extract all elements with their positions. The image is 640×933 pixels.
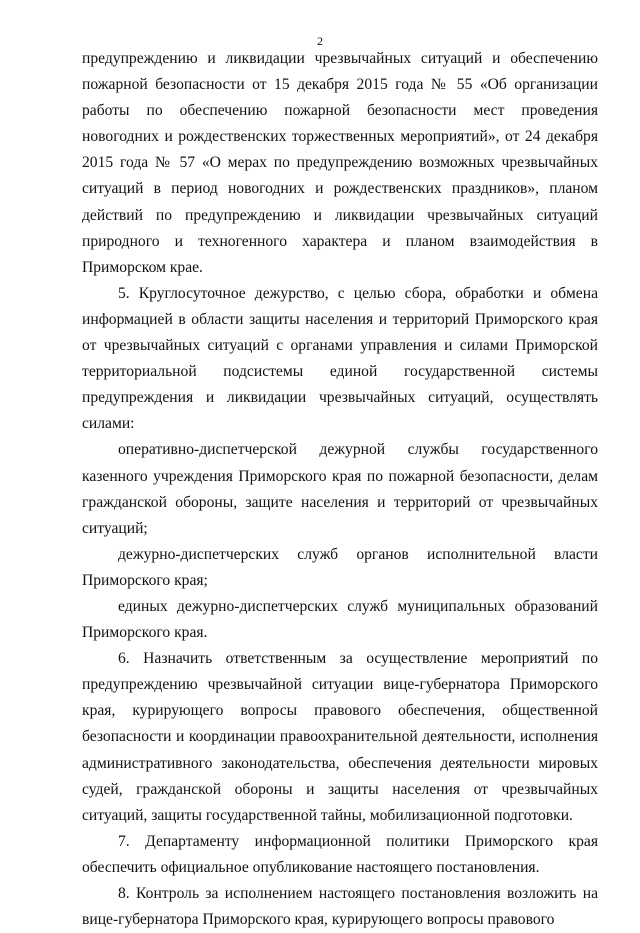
- paragraph-continuation: предупреждению и ликвидации чрезвычайных ситуаций и обеспечению пожарной безопасности от 15 декабря 2015 года № 55 «Об организации работы по обеспечению пожарной безопасности мест проведения новогодних и рождественских торжественных мероприятий», от 24 декабря 2015 года № 57 «О мерах по предупреждению возможных чрезвычайных ситуаций в период новогодних и рождественских праздников», планом действий по предупреждению и ликвидации чрезвычайных ситуаций природного и техногенного характера и планом взаимодействия в Приморском крае.: [82, 50, 598, 276]
- paragraph-item-7: 7. Департаменту информационной политики Приморского края обеспечить официальное опубликование настоящего постановления.: [82, 832, 598, 876]
- paragraph-force-3: единых дежурно-диспетчерских служб муниципальных образований Приморского края.: [82, 597, 598, 642]
- page-number: 2: [317, 34, 323, 48]
- paragraph-force-1: оперативно-диспетчерской дежурной службы государственного казенного учреждения Приморского края по пожарной безопасности, делам гражданской обороны, защите населения и территорий от чрезвычайных ситуаций;: [82, 441, 598, 537]
- paragraph-force-2: дежурно-диспетчерских служб органов исполнительной власти Приморского края;: [82, 545, 598, 589]
- paragraph-item-5: 5. Круглосуточное дежурство, с целью сбора, обработки и обмена информацией в области защиты населения и территорий Приморского края от чрезвычайных ситуаций с органами управления и силами Приморской территориальной подсистемы единой государственной системы предупреждения и ликвидации чрезвычайных ситуаций, осуществлять силами:: [82, 284, 598, 433]
- document-body: [82, 46, 598, 933]
- paragraph-item-6: 6. Назначить ответственным за осуществление мероприятий по предупреждению чрезвычайной ситуации вице-губернатора Приморского края, курирующего вопросы правового обеспечения, общественной безопасности и координации правоохранительной деятельности, исполнения административного законодательства, обеспечения деятельности мировых судей, гражданской обороны и защиты населения от чрезвычайных ситуаций, защиты государственной тайны, мобилизационной подготовки.: [82, 650, 598, 824]
- paragraph-item-8: 8. Контроль за исполнением настоящего постановления возложить на вице-губернатора Приморского края, курирующего вопросы правового: [82, 885, 598, 929]
